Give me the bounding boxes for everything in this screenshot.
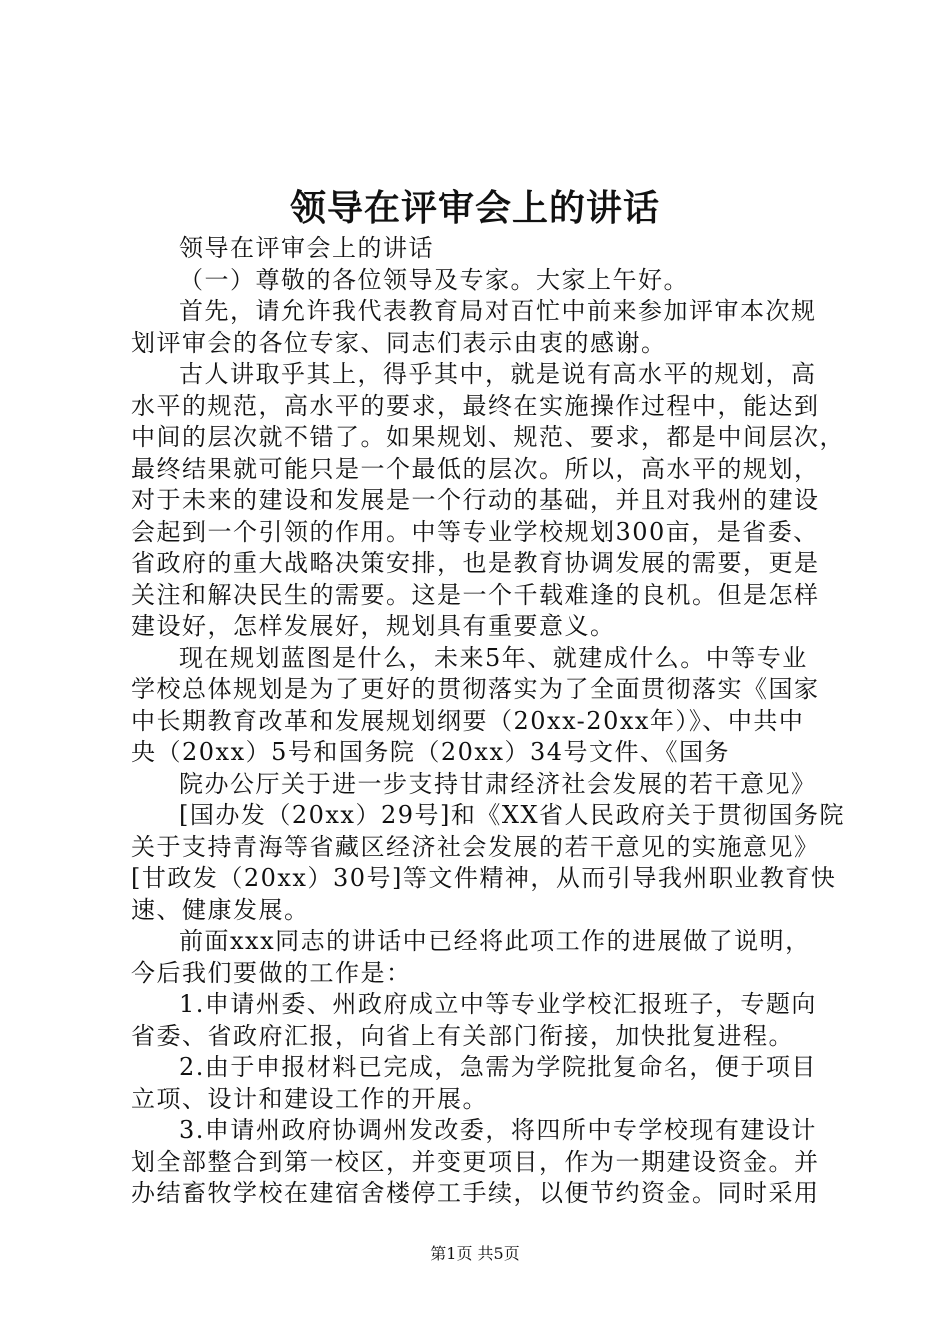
text-line: 1.申请州委、州政府成立中等专业学校汇报班子，专题向: [179, 990, 817, 1018]
text-line: 对于未来的建设和发展是一个行动的基础，并且对我州的建设: [131, 486, 820, 514]
text-line: 水平的规范，高水平的要求，最终在实施操作过程中，能达到: [131, 391, 820, 420]
text-line: 关于支持青海等省藏区经济社会发展的若干意见的实施意见》: [131, 832, 820, 861]
text-line: 建设好，怎样发展好，规划具有重要意义。: [131, 612, 616, 640]
text-line: 会起到一个引领的作用。中等专业学校规划300亩，是省委、: [131, 517, 819, 546]
text-line: 中间的层次就不错了。如果规划、规范、要求，都是中间层次，: [131, 423, 845, 451]
text-line: 古人讲取乎其上，得乎其中，就是说有高水平的规划，高: [179, 360, 817, 388]
text-line: 学校总体规划是为了更好的贯彻落实为了全面贯彻落实《国家: [131, 675, 820, 703]
text-line: 3.申请州政府协调州发改委，将四所中专学校现有建设计: [179, 1116, 817, 1144]
text-line: 办结畜牧学校在建宿舍楼停工手续，以便节约资金。同时采用: [131, 1179, 820, 1207]
text-line: （一）尊敬的各位领导及专家。大家上午好。: [179, 265, 689, 294]
text-line: 2.由于申报材料已完成，急需为学院批复命名，便于项目: [179, 1053, 817, 1081]
text-line: 关注和解决民生的需要。这是一个千载难逢的良机。但是怎样: [131, 580, 820, 609]
text-line: [甘政发（20xx）30号]等文件精神，从而引导我州职业教育快: [131, 864, 837, 892]
text-line: 前面xxx同志的讲话中已经将此项工作的进展做了说明，: [179, 927, 811, 955]
text-line: 速、健康发展。: [131, 895, 310, 924]
text-line: 领导在评审会上的讲话: [179, 234, 434, 262]
document-title: 领导在评审会上的讲话: [289, 187, 660, 229]
text-line: 现在规划蓝图是什么，未来5年、就建成什么。中等专业: [179, 643, 808, 672]
text-line: 省政府的重大战略决策安排，也是教育协调发展的需要，更是: [131, 549, 820, 577]
text-line: 立项、设计和建设工作的开展。: [131, 1084, 488, 1113]
document-body: [131, 233, 846, 1210]
text-line: 最终结果就可能只是一个最低的层次。所以，高水平的规划，: [131, 454, 820, 483]
page-footer: 第1页 共5页: [430, 1244, 520, 1263]
text-line: 首先，请允许我代表教育局对百忙中前来参加评审本次规: [179, 297, 817, 325]
text-line: 省委、省政府汇报，向省上有关部门衔接，加快批复进程。: [131, 1021, 794, 1050]
text-line: 央（20xx）5号和国务院（20xx）34号文件、《国务: [131, 738, 731, 766]
text-line: 中长期教育改革和发展规划纲要（20xx-20xx年）》、中共中: [131, 706, 805, 735]
text-line: 院办公厅关于进一步支持甘肃经济社会发展的若干意见》: [179, 769, 817, 798]
text-line: 划全部整合到第一校区，并变更项目，作为一期建设资金。并: [131, 1147, 820, 1176]
text-line: 今后我们要做的工作是：: [131, 958, 412, 987]
text-line: [国办发（20xx）29号]和《XX省人民政府关于贯彻国务院: [179, 801, 846, 829]
text-line: 划评审会的各位专家、同志们表示由衷的感谢。: [131, 328, 667, 357]
